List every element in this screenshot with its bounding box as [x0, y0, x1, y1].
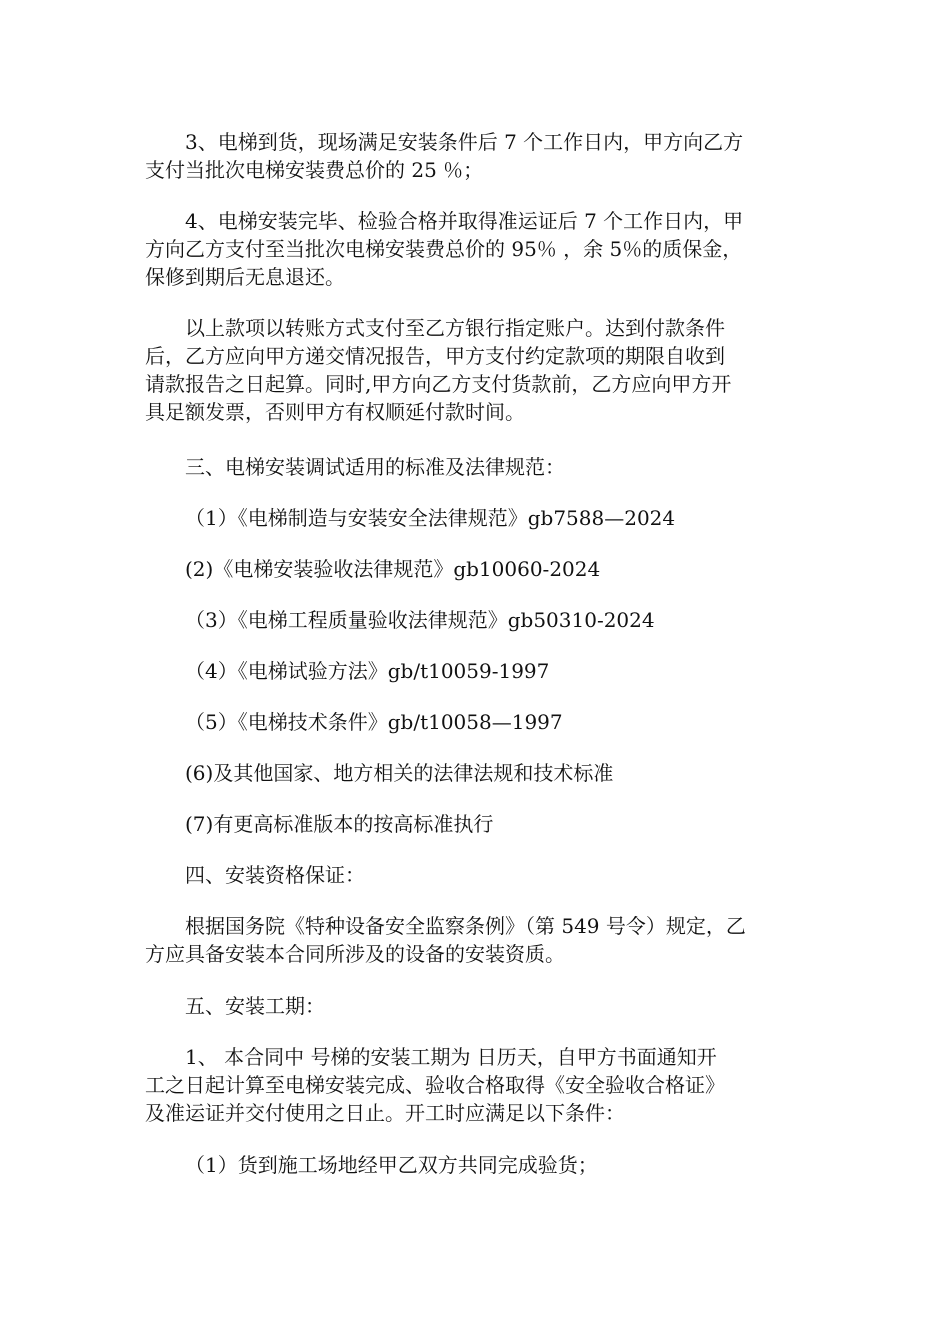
standard-item-4	[145, 657, 810, 685]
text-line: 根据国务院《特种设备安全监察条例》（第 549 号令）规定，乙	[185, 914, 746, 938]
condition-item-1	[145, 1151, 810, 1179]
text-line: 工之日起计算至电梯安装完成、验收合格取得《安全验收合格证》	[145, 1073, 725, 1097]
paragraph-qualification	[145, 912, 810, 968]
standard-item-3	[145, 606, 810, 634]
text-line: 请款报告之日起算。同时,甲方向乙方支付货款前，乙方应向甲方开	[145, 372, 732, 396]
standard-item-1	[145, 504, 810, 532]
section-heading-qualification	[145, 861, 810, 889]
text-line: 后，乙方应向甲方递交情况报告，甲方支付约定款项的期限自收到	[145, 344, 725, 368]
text-line: 以上款项以转账方式支付至乙方银行指定账户。达到付款条件	[185, 316, 725, 340]
text-line: 保修到期后无息退还。	[145, 265, 345, 289]
paragraph-schedule	[145, 1043, 810, 1127]
text-line: 1、 本合同中 号梯的安装工期为 日历天，自甲方书面通知开	[185, 1045, 717, 1069]
text-line: 4、电梯安装完毕、检验合格并取得准运证后 7 个工作日内，甲	[185, 209, 744, 233]
text-line: 五、安装工期：	[185, 994, 325, 1018]
text-line: 支付当批次电梯安装费总价的 25 ％；	[145, 158, 484, 182]
text-line: 方应具备安装本合同所涉及的设备的安装资质。	[145, 942, 565, 966]
text-line: 及准运证并交付使用之日止。开工时应满足以下条件：	[145, 1101, 625, 1125]
text-line: (6)及其他国家、地方相关的法律法规和技术标准	[185, 761, 614, 785]
standard-item-6	[145, 759, 810, 787]
section-heading-schedule	[145, 992, 810, 1020]
standard-item-7	[145, 810, 810, 838]
text-line: （1）《电梯制造与安装安全法律规范》gb7588—2024	[185, 506, 676, 530]
text-line: 三、电梯安装调试适用的标准及法律规范：	[185, 455, 565, 479]
text-line: （5）《电梯技术条件》gb/t10058—1997	[185, 710, 563, 734]
standard-item-5	[145, 708, 810, 736]
text-line: （4）《电梯试验方法》gb/t10059-1997	[185, 659, 550, 683]
paragraph-payment-method	[145, 314, 810, 426]
paragraph-payment-after-inspection	[145, 207, 810, 291]
section-heading-standards	[145, 453, 810, 481]
standard-item-2	[145, 555, 810, 583]
text-line: 3、电梯到货，现场满足安装条件后 7 个工作日内，甲方向乙方	[185, 130, 744, 154]
text-line: 具足额发票，否则甲方有权顺延付款时间。	[145, 400, 525, 424]
text-line: 四、安装资格保证：	[185, 863, 365, 887]
text-line: 方向乙方支付至当批次电梯安装费总价的 95％ ，余 5％的质保金，	[145, 237, 743, 261]
paragraph-payment-on-delivery	[145, 128, 810, 184]
text-line: (2)《电梯安装验收法律规范》gb10060-2024	[185, 557, 601, 581]
text-line: (7)有更高标准版本的按高标准执行	[185, 812, 494, 836]
text-line: （1）货到施工场地经甲乙双方共同完成验货；	[185, 1153, 598, 1177]
text-line: （3）《电梯工程质量验收法律规范》gb50310-2024	[185, 608, 655, 632]
